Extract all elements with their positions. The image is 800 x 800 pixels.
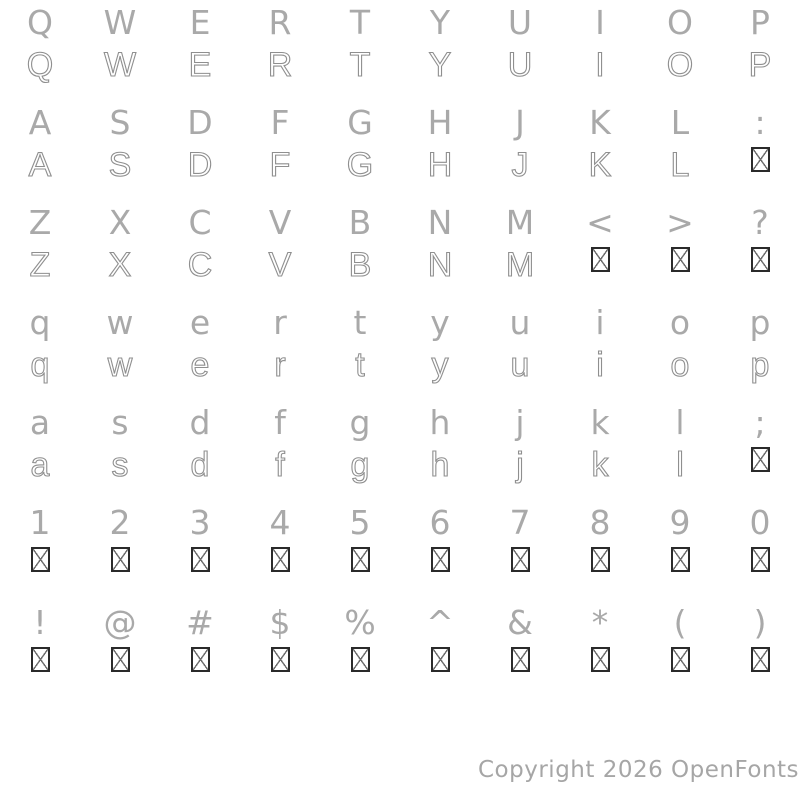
glyph-char: G: [346, 146, 374, 184]
missing-glyph-box: [671, 647, 690, 672]
label-char: p: [749, 303, 771, 342]
label-char: 7: [509, 503, 531, 542]
glyph-cell: [560, 245, 640, 285]
label-char: @: [103, 603, 137, 642]
missing-glyph-box: [751, 647, 770, 672]
glyph-char: M: [505, 246, 535, 284]
label-char: 9: [669, 503, 691, 542]
glyph-cell: [400, 645, 480, 685]
glyph-char: Z: [29, 246, 51, 284]
char-pair: [0, 0, 800, 100]
glyph-cell: [320, 645, 400, 685]
label-row: [0, 500, 800, 542]
label-char: #: [186, 603, 214, 642]
label-char: Z: [28, 203, 52, 242]
glyph-cell: [720, 445, 800, 485]
label-char: ^: [426, 603, 454, 642]
glyph-cell: [640, 545, 720, 585]
glyph-char: l: [676, 446, 684, 484]
missing-glyph-box: [351, 647, 370, 672]
missing-glyph-box: [111, 647, 130, 672]
glyph-char: T: [349, 46, 371, 84]
missing-glyph-box: [431, 547, 450, 572]
glyph-char: q: [30, 346, 50, 384]
glyph-char: h: [430, 446, 450, 484]
label-char: P: [750, 3, 770, 42]
label-char: 2: [109, 503, 131, 542]
label-char: <: [586, 203, 614, 242]
glyph-char: j: [516, 446, 524, 484]
label-char: %: [344, 603, 376, 642]
glyph-cell: [0, 645, 80, 685]
char-pair: [0, 600, 800, 700]
label-char: j: [515, 403, 525, 442]
glyph-char: e: [190, 346, 210, 384]
glyph-cell: [320, 545, 400, 585]
glyph-cell: [480, 645, 560, 685]
label-char: B: [348, 203, 372, 242]
glyph-cell: [240, 545, 320, 585]
glyph-char: I: [595, 46, 605, 84]
glyph-cell: [640, 645, 720, 685]
glyph-char: y: [431, 346, 449, 384]
label-char: o: [669, 303, 691, 342]
missing-glyph-box: [751, 247, 770, 272]
label-char: M: [505, 203, 535, 242]
label-row: [0, 400, 800, 442]
glyph-cell: [720, 645, 800, 685]
glyph-cell: [720, 145, 800, 185]
glyph-char: X: [108, 246, 132, 284]
glyph-char: Q: [26, 46, 54, 84]
label-char: 8: [589, 503, 611, 542]
glyph-char: W: [103, 46, 137, 84]
missing-glyph-box: [751, 147, 770, 172]
glyph-cell: [160, 545, 240, 585]
label-char: K: [589, 103, 611, 142]
label-row: [0, 600, 800, 642]
label-char: i: [595, 303, 605, 342]
glyph-row: [0, 142, 800, 203]
missing-glyph-box: [751, 547, 770, 572]
glyph-char: f: [275, 446, 285, 484]
missing-glyph-box: [591, 647, 610, 672]
glyph-char: k: [591, 446, 609, 484]
glyph-cell: [720, 545, 800, 585]
glyph-row: [0, 342, 800, 403]
glyph-char: o: [670, 346, 690, 384]
glyph-char: O: [666, 46, 694, 84]
label-char: D: [187, 103, 213, 142]
glyph-char: Y: [428, 46, 452, 84]
glyph-char: u: [510, 346, 530, 384]
label-char: O: [667, 3, 693, 42]
glyph-cell: [560, 545, 640, 585]
label-char: W: [103, 3, 137, 42]
label-char: s: [111, 403, 129, 442]
label-char: Q: [27, 3, 53, 42]
missing-glyph-box: [511, 647, 530, 672]
glyph-char: s: [111, 446, 129, 484]
label-char: a: [29, 403, 51, 442]
missing-glyph-box: [671, 247, 690, 272]
glyph-char: d: [190, 446, 210, 484]
label-char: t: [353, 303, 367, 342]
missing-glyph-box: [31, 547, 50, 572]
glyph-cell: [400, 545, 480, 585]
glyph-cell: [0, 545, 80, 585]
label-char: w: [106, 303, 134, 342]
missing-glyph-box: [751, 447, 770, 472]
glyph-char: r: [274, 346, 286, 384]
label-char: E: [189, 3, 211, 42]
glyph-cell: [240, 645, 320, 685]
label-char: 0: [749, 503, 771, 542]
glyph-char: H: [427, 146, 453, 184]
label-char: d: [189, 403, 211, 442]
glyph-char: U: [507, 46, 533, 84]
label-char: C: [188, 203, 212, 242]
label-char: ?: [751, 203, 769, 242]
glyph-char: J: [511, 146, 529, 184]
missing-glyph-box: [431, 647, 450, 672]
glyph-char: a: [30, 446, 50, 484]
glyph-char: V: [268, 246, 292, 284]
label-char: !: [33, 603, 47, 642]
label-char: 6: [429, 503, 451, 542]
label-char: Y: [429, 3, 451, 42]
glyph-row: [0, 42, 800, 103]
glyph-char: S: [108, 146, 132, 184]
label-char: I: [595, 3, 605, 42]
char-pair: [0, 300, 800, 400]
label-char: u: [509, 303, 531, 342]
glyph-char: E: [188, 46, 212, 84]
char-pair: [0, 500, 800, 600]
missing-glyph-box: [191, 547, 210, 572]
label-char: A: [28, 103, 52, 142]
char-pair: [0, 100, 800, 200]
missing-glyph-box: [591, 547, 610, 572]
char-pair: [0, 400, 800, 500]
glyph-char: B: [348, 246, 372, 284]
label-char: T: [349, 3, 371, 42]
label-char: 1: [29, 503, 51, 542]
label-char: :: [754, 103, 766, 142]
label-char: J: [515, 103, 525, 142]
label-char: $: [269, 603, 291, 642]
label-char: F: [270, 103, 290, 142]
label-char: f: [274, 403, 286, 442]
label-char: k: [590, 403, 610, 442]
glyph-cell: [80, 545, 160, 585]
missing-glyph-box: [31, 647, 50, 672]
label-char: 3: [189, 503, 211, 542]
missing-glyph-box: [351, 547, 370, 572]
label-char: X: [108, 203, 132, 242]
missing-glyph-box: [271, 547, 290, 572]
label-char: ): [753, 603, 767, 642]
missing-glyph-box: [591, 247, 610, 272]
glyph-row: [0, 542, 800, 603]
label-char: g: [349, 403, 371, 442]
label-char: L: [670, 103, 690, 142]
glyph-char: i: [596, 346, 604, 384]
glyph-cell: [640, 245, 720, 285]
glyph-char: N: [427, 246, 453, 284]
glyph-char: p: [750, 346, 770, 384]
label-char: V: [268, 203, 292, 242]
glyph-row: [0, 442, 800, 503]
label-row: [0, 200, 800, 242]
char-pair: [0, 200, 800, 300]
glyph-char: w: [107, 346, 133, 384]
glyph-char: A: [28, 146, 52, 184]
label-char: (: [673, 603, 687, 642]
glyph-char: g: [350, 446, 370, 484]
label-char: G: [347, 103, 373, 142]
label-char: >: [666, 203, 694, 242]
glyph-cell: [720, 245, 800, 285]
missing-glyph-box: [511, 547, 530, 572]
label-char: 5: [349, 503, 371, 542]
glyph-char: K: [588, 146, 612, 184]
missing-glyph-box: [271, 647, 290, 672]
glyph-cell: [560, 645, 640, 685]
missing-glyph-box: [191, 647, 210, 672]
copyright-text: Copyright 2026 OpenFonts: [478, 757, 800, 783]
label-row: [0, 300, 800, 342]
glyph-row: [0, 242, 800, 303]
label-char: r: [273, 303, 287, 342]
glyph-char: t: [355, 346, 365, 384]
glyph-char: D: [187, 146, 213, 184]
label-char: h: [429, 403, 451, 442]
label-char: S: [109, 103, 131, 142]
glyph-cell: [80, 645, 160, 685]
glyph-char: L: [670, 146, 690, 184]
glyph-char: R: [267, 46, 293, 84]
label-char: &: [507, 603, 533, 642]
label-char: e: [189, 303, 211, 342]
label-row: [0, 100, 800, 142]
label-char: *: [591, 603, 609, 642]
label-char: q: [29, 303, 51, 342]
glyph-cell: [480, 545, 560, 585]
label-char: H: [427, 103, 453, 142]
label-char: l: [675, 403, 685, 442]
label-char: U: [507, 3, 533, 42]
glyph-cell: [160, 645, 240, 685]
label-char: R: [268, 3, 292, 42]
glyph-char: F: [269, 146, 291, 184]
glyph-row: [0, 642, 800, 703]
label-row: [0, 0, 800, 42]
glyph-char: C: [187, 246, 213, 284]
label-char: y: [430, 303, 450, 342]
label-char: 4: [269, 503, 291, 542]
glyph-char: P: [748, 46, 772, 84]
label-char: ;: [754, 403, 766, 442]
label-char: N: [427, 203, 453, 242]
missing-glyph-box: [671, 547, 690, 572]
missing-glyph-box: [111, 547, 130, 572]
